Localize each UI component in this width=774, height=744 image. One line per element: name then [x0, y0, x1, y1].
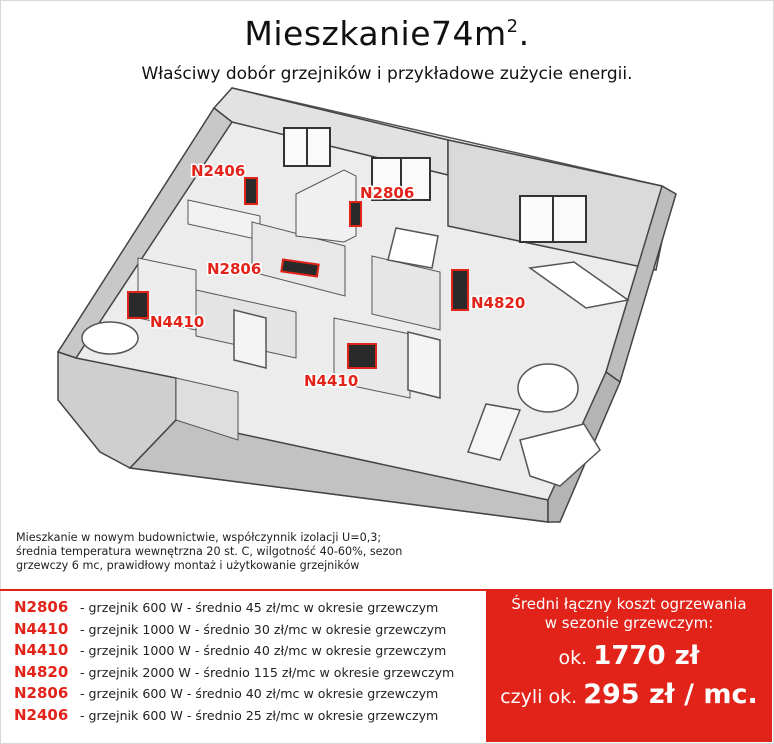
list-item-code: N4410 — [14, 619, 69, 638]
kitchen-cabinet — [234, 310, 266, 368]
shelf — [408, 332, 440, 398]
radiator-label-n2406: N2406 — [191, 162, 246, 180]
list-item-text: - grzejnik 1000 W - średnio 40 zł/mc w okresie grzewczym — [80, 643, 447, 659]
assumptions-note — [16, 531, 486, 573]
radiator-label-n2806-bedroom: N2806 — [360, 184, 415, 202]
radiator-label-n2806-hall: N2806 — [207, 260, 262, 278]
note-line-2: średnia temperatura wewnętrzna 20 st. C, wilgotność 40-60%, sezon — [16, 545, 403, 558]
bathtub — [82, 322, 138, 354]
list-item — [14, 662, 484, 684]
cost-summary-box — [486, 589, 772, 742]
note-line-3: grzewczy 6 mc, prawidłowy montaż i użytkowanie grzejników — [16, 559, 360, 572]
cost-summary-line-1: Średni łączny koszt ogrzewania — [511, 595, 747, 613]
page-subtitle: Właściwy dobór grzejników i przykładowe zużycie energii. — [141, 64, 633, 84]
radiator-n4820 — [452, 270, 468, 310]
radiator-list — [14, 597, 484, 727]
page-title: $Mieszkanie74m^2$. — [244, 14, 530, 53]
list-item — [14, 683, 484, 705]
list-item-code: N2406 — [14, 705, 69, 724]
list-item — [14, 619, 484, 641]
radiator-label-n4820: N4820 — [471, 294, 526, 312]
list-item-text: - grzejnik 600 W - średnio 40 zł/mc w okresie grzewczym — [80, 686, 439, 702]
divider-line — [0, 589, 487, 591]
note-line-1: Mieszkanie w nowym budownictwie, współczynnik izolacji U=0,3; — [16, 531, 382, 544]
radiator-label-n4410-hall: N4410 — [304, 372, 359, 390]
list-item-code: N2806 — [14, 684, 69, 703]
list-item — [14, 597, 484, 619]
total-cost: ok. 1770 zł — [558, 641, 700, 671]
list-item-code: N4410 — [14, 641, 69, 660]
list-item-text: - grzejnik 600 W - średnio 45 zł/mc w okresie grzewczym — [80, 600, 439, 615]
radiator-n2406 — [245, 178, 257, 204]
radiator-n4410-bath — [128, 292, 148, 318]
radiator-label-n4410-bath: N4410 — [150, 313, 205, 331]
apartment-floor-plan — [0, 86, 774, 526]
list-item — [14, 705, 484, 727]
list-item-text: - grzejnik 600 W - średnio 25 zł/mc w okresie grzewczym — [80, 707, 439, 723]
radiator-n2806-bedroom — [350, 202, 361, 226]
list-item-code: N4820 — [14, 662, 69, 681]
list-item-text: - grzejnik 2000 W - średnio 115 zł/mc w okresie grzewczym — [80, 664, 455, 680]
list-item-text: - grzejnik 1000 W - średnio 30 zł/mc w okresie grzewczym — [80, 621, 447, 637]
armchair — [518, 364, 578, 412]
monthly-cost: czyli ok. 295 zł / mc. — [500, 679, 758, 710]
bed — [388, 228, 438, 268]
radiator-n4410-hall — [348, 344, 376, 368]
cost-summary-line-2: w sezonie grzewczym: — [544, 614, 714, 632]
list-item — [14, 640, 484, 662]
list-item-code: N2806 — [14, 598, 69, 616]
